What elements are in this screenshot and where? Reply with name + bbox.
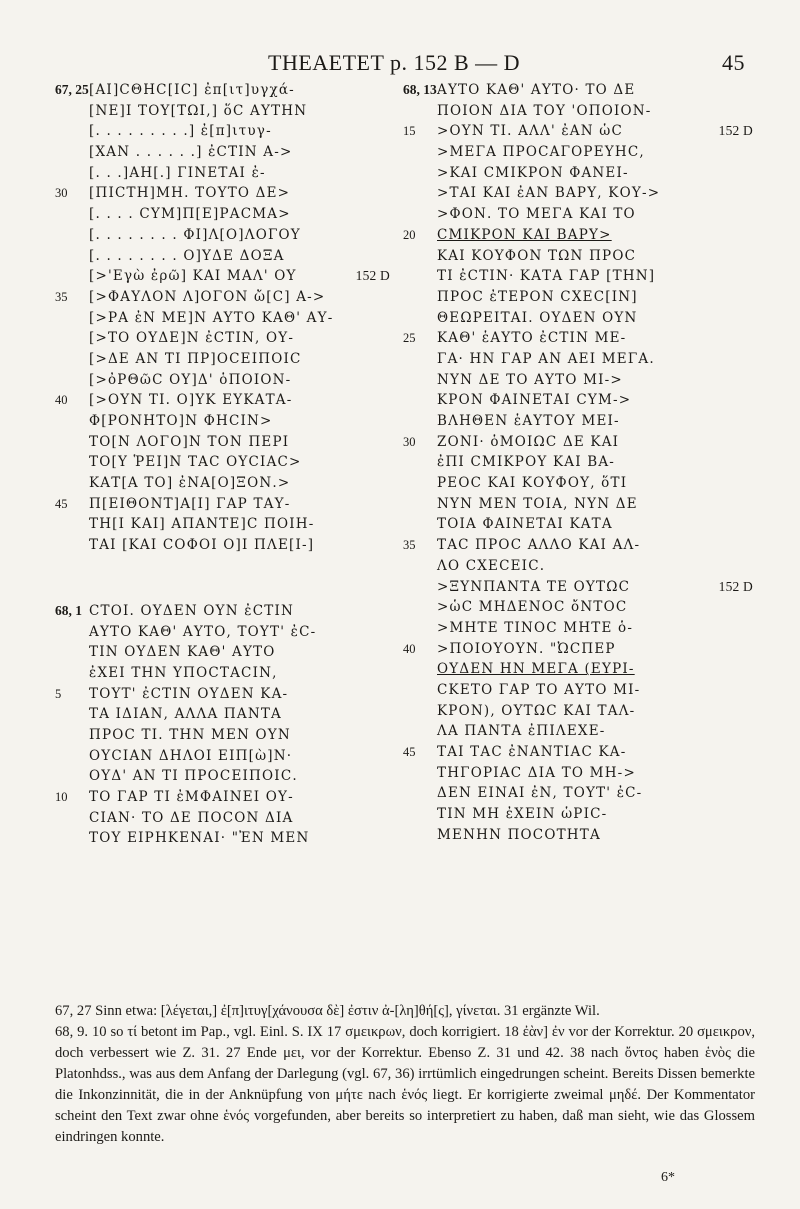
text-line [55, 808, 390, 829]
page-number: 45 [722, 50, 745, 75]
line-text: [>ΦΑΥΛΟΝ Λ]ΟΓΟΝ ὤ[Ϲ] Α-> [89, 288, 326, 305]
text-line [55, 494, 390, 515]
line-text: ϹΜΙΚΡΟΝ ΚΑΙ ΒΑΡΥ> [437, 226, 612, 243]
text-line [403, 556, 753, 577]
line-text: [. . . . ϹΥΜ]Π[Ε]ΡΑϹΜΑ> [89, 206, 291, 223]
line-text: ΤΙΝ ΜΗ ἐΧΕΙΝ ὡΡΙϹ- [437, 806, 608, 823]
left-column-block-68 [55, 601, 390, 849]
text-line [55, 225, 390, 246]
line-text: [. . . . . . . . Ο]ΥΔΕ ΔΟΞΑ [89, 247, 285, 264]
text-line [403, 390, 753, 411]
text-line [403, 411, 753, 432]
text-line [55, 370, 390, 391]
line-text: ΟΥΔ' ΑΝ ΤΙ ΠΡΟϹΕΙΠΟΙϹ. [89, 768, 298, 785]
text-line [55, 101, 390, 122]
text-line [55, 121, 390, 142]
text-line [55, 663, 390, 684]
text-line [55, 308, 390, 329]
stephanus-marker: 152 D [355, 268, 390, 284]
text-line [403, 701, 753, 722]
line-text: ΤΟ ΓΑΡ ΤΙ ἐΜΦΑΙΝΕΙ ΟΥ- [89, 789, 294, 805]
line-text: Φ[ΡΟΝΗΤΟ]Ν ΦΗϹΙΝ> [89, 413, 273, 429]
text-line [403, 783, 753, 804]
signature-mark: 6* [661, 1170, 675, 1185]
line-number: 40 [403, 641, 416, 656]
text-line [403, 473, 753, 494]
text-line [403, 680, 753, 701]
left-column [55, 80, 390, 849]
text-line [403, 494, 753, 515]
line-text: [>ΤΟ ΟΥΔΕ]Ν ἐϹΤΙΝ, ΟΥ- [89, 330, 295, 347]
line-text: ΝΥΝ ΔΕ ΤΟ ΑΥΤΟ ΜΙ-> [437, 371, 623, 388]
line-number: 68, 1 [55, 602, 82, 618]
line-text: ἐΠΙ ϹΜΙΚΡΟΥ ΚΑΙ ΒΑ- [437, 454, 616, 471]
line-text: ΤΟΥ ΕΙΡΗΚΕΝΑΙ· "ἘΝ ΜΕΝ [89, 830, 310, 847]
line-text: [>'Εγὼ ἐρῶ] ΚΑΙ ΜΑΛ' ΟΥ [89, 268, 297, 285]
text-line [55, 601, 390, 622]
line-text: ΟΥΔΕΝ ΗΝ ΜΕΓΑ (ΕΥΡΙ- [437, 661, 635, 678]
line-text: ΚΑΤ[Α ΤΟ] ἐΝΑ[Ο]ΞΟΝ.> [89, 475, 291, 492]
line-text: [. . .]ΑΗ[.] ΓΙΝΕΤΑΙ ἐ- [89, 164, 266, 181]
text-line [403, 577, 753, 598]
header-title: THEAETET p. 152 B — D [268, 50, 521, 75]
line-text: ΛΑ ΠΑΝΤΑ ἐΠΙΛΕΧΕ- [437, 723, 606, 740]
line-text: >ΤΑΙ ΚΑΙ ἐΑΝ ΒΑΡΥ, ΚΟΥ-> [437, 185, 661, 202]
line-text: ΔΕΝ ΕΙΝΑΙ ἐΝ, ΤΟΥΤ' ἐϹ- [437, 785, 643, 802]
line-number: 45 [55, 496, 68, 511]
line-text: ΚΡΟΝ), ΟΥΤΩϹ ΚΑΙ ΤΑΛ- [437, 702, 636, 719]
line-number: 30 [55, 186, 68, 201]
text-line [55, 535, 390, 556]
text-line [403, 659, 753, 680]
line-text: ΒΛΗΘΕΝ ἑΑΥΤΟΥ ΜΕΙ- [437, 413, 620, 429]
line-number: 45 [403, 745, 416, 759]
text-line [55, 204, 390, 225]
line-text: [>ὀΡΘῶϹ ΟΥ]Δ' ὁΠΟΙΟΝ- [89, 371, 292, 388]
line-number: 25 [403, 331, 416, 346]
line-text: >ὡϹ ΜΗΔΕΝΟϹ ὄΝΤΟϹ [437, 599, 628, 616]
text-line [55, 328, 390, 349]
text-line [403, 308, 753, 329]
stephanus-marker: 152 D [718, 123, 753, 139]
text-line [403, 639, 753, 660]
line-text: ΠΟΙΟΝ ΔΙΑ ΤΟΥ 'ΟΠΟΙΟΝ- [437, 102, 652, 119]
line-text: ΤΟ[Ν ΛΟΓΟ]Ν ΤΟΝ ΠΕΡΙ [89, 433, 290, 450]
line-number: 67, 25 [55, 82, 89, 97]
text-line [403, 266, 753, 287]
text-line [403, 721, 753, 742]
line-text: ΚΑΙ ΚΟΥΦΟΝ ΤΩΝ ΠΡΟϹ [437, 247, 637, 264]
text-line [55, 704, 390, 725]
line-text: >ΜΗΤΕ ΤΙΝΟϹ ΜΗΤΕ ὁ- [437, 619, 634, 636]
line-text: [ΧΑΝ . . . . . .] ἐϹΤΙΝ Α-> [89, 144, 293, 161]
line-text: >ΟΥΝ ΤΙ. ΑΛΛ' ἐΑΝ ὡϹ [437, 123, 623, 140]
line-text: ΤΑϹ ΠΡΟϹ ΑΛΛΟ ΚΑΙ ΑΛ- [437, 537, 641, 554]
line-text: ϹΚΕΤΟ ΓΑΡ ΤΟ ΑΥΤΟ ΜΙ- [437, 681, 641, 698]
line-text: ΠΡΟϹ ΤΙ. ΤΗΝ ΜΕΝ ΟΥΝ [89, 726, 291, 743]
line-text: [. . . . . . . . .] ἐ[π]ιτυγ- [89, 123, 272, 140]
line-text: ΚΑΘ' ἑΑΥΤΟ ἐϹΤΙΝ ΜΕ- [437, 330, 627, 347]
text-line [403, 370, 753, 391]
text-line [55, 746, 390, 767]
line-text: ΤΑΙ ΤΑϹ ἐΝΑΝΤΙΑϹ ΚΑ- [437, 744, 627, 760]
line-text: ΛΟ ϹΧΕϹΕΙϹ. [437, 557, 546, 574]
line-number: 35 [403, 538, 416, 553]
text-line [55, 287, 390, 308]
line-text: [>ΟΥΝ ΤΙ. Ο]ΥΚ ΕΥΚΑΤΑ- [89, 392, 293, 409]
line-text: ἐΧΕΙ ΤΗΝ ΥΠΟϹΤΑϹΙΝ, [89, 664, 278, 681]
line-text: ΡΕΟϹ ΚΑΙ ΚΟΥΦΟΥ, ὅΤΙ [437, 475, 628, 492]
line-number: 15 [403, 124, 416, 139]
line-text: ΚΡΟΝ ΦΑΙΝΕΤΑΙ ϹΥΜ-> [437, 392, 632, 409]
line-number: 30 [403, 434, 416, 449]
line-text: ΖΟΝΙ· ὁΜΟΙΩϹ ΔΕ ΚΑΙ [437, 433, 620, 450]
text-line [403, 597, 753, 618]
line-text: ΜΕΝΗΝ ΠΟϹΟΤΗΤΑ [437, 826, 601, 843]
text-line [55, 183, 390, 204]
text-line [403, 101, 753, 122]
text-line [403, 349, 753, 370]
line-text: ΤΟΙΑ ΦΑΙΝΕΤΑΙ ΚΑΤΑ [437, 516, 613, 533]
text-line [55, 266, 390, 287]
text-line [55, 452, 390, 473]
text-line [55, 684, 390, 705]
text-line [403, 142, 753, 163]
text-line [403, 535, 753, 556]
text-line [55, 80, 390, 101]
line-text: [>ΡΑ ἐΝ ΜΕ]Ν ΑΥΤΟ ΚΑΘ' ΑΥ- [89, 309, 334, 326]
text-line [55, 514, 390, 535]
right-column-block-68 [403, 80, 753, 845]
line-text: >ΠΟΙΟΥΟΥΝ. "ὨϹΠΕΡ [437, 640, 616, 657]
line-text: Π[ΕΙΘΟΝΤ]Α[Ι] ΓΑΡ ΤΑΥ- [89, 495, 291, 512]
apparatus-note: 68, 9. 10 so τί betont im Pap., vgl. Einl. S. IX 17 σμεικρων, doch korrigiert. 18 ἐὰν] ἐν vor der Korrektur. 20 σμεικρον, doch verbessert wie Z. 31. 27 Ende μει, vor der Korrektur. Ebenso Z. 31 und 42. 38 nach ὄντος haben ἑνὸς die Platonhdss., was aus dem Anfang der Darlegung (vgl. 67, 36) irrtümlich eingedrungen scheint. Bereits Dissen bemerkte die Inkonzinnität, die in der Anknüpfung von μήτε nach ἑνός liegt. Er korrigierte zweimal μηδέ. Der Kommentator scheint den Text zwar ohne ἑνός vorgefunden, aber bereits so interpretiert zu haben, daß man sieht, wie das Glossem eindringen konnte. [55, 1024, 755, 1145]
text-line [403, 804, 753, 825]
line-text: ΑΥΤΟ ΚΑΘ' ΑΥΤΟ· ΤΟ ΔΕ [437, 82, 636, 98]
line-text: >ΦΟΝ. ΤΟ ΜΕΓΑ ΚΑΙ ΤΟ [437, 206, 636, 223]
text-line [55, 473, 390, 494]
text-line [55, 163, 390, 184]
line-text: ΤΙ ἐϹΤΙΝ· ΚΑΤΑ ΓΑΡ [ΤΗΝ] [437, 268, 656, 285]
text-line [55, 642, 390, 663]
text-line [403, 742, 753, 763]
line-text: >ΚΑΙ ϹΜΙΚΡΟΝ ΦΑΝΕΙ- [437, 164, 629, 181]
text-line [403, 328, 753, 349]
stephanus-marker: 152 D [718, 578, 753, 594]
text-line [55, 411, 390, 432]
line-text: >ΜΕΓΑ ΠΡΟϹΑΓΟΡΕΥΗϹ, [437, 144, 645, 161]
text-line [55, 390, 390, 411]
block-gap [55, 556, 390, 601]
text-line [403, 183, 753, 204]
text-line [55, 432, 390, 453]
text-line [403, 80, 753, 101]
line-text: ΤΙΝ ΟΥΔΕΝ ΚΑΘ' ΑΥΤΟ [89, 644, 276, 661]
line-number: 40 [55, 393, 68, 408]
line-number: 68, 13 [403, 82, 437, 97]
line-text: ΠΡΟϹ ἐΤΕΡΟΝ ϹΧΕϹ[ΙΝ] [437, 288, 638, 305]
critical-apparatus [55, 1001, 755, 1148]
apparatus-note: 67, 27 Sinn etwa: [λέγεται,] ἐ[π]ιτυγ[χάνουσα δὲ] ἐστιν ἀ-[λη]θή[ς], γίνεται. 31 ergänzte Wil. [55, 1003, 600, 1019]
line-text: ΤΟ[Υ ῬΕΙ]Ν ΤΑϹ ΟΥϹΙΑϹ> [89, 454, 302, 471]
text-line [55, 142, 390, 163]
line-text: ΤΗ[Ι ΚΑΙ] ΑΠΑΝΤΕ]Ϲ ΠΟΙΗ- [89, 516, 315, 533]
left-column-block-67 [55, 80, 390, 556]
text-line [403, 225, 753, 246]
line-text: [ΝΕ]Ι ΤΟΥ[ΤΩΙ,] ὅϹ ΑΥΤΗΝ [89, 102, 308, 119]
text-line [55, 766, 390, 787]
line-text: ΟΥϹΙΑΝ ΔΗΛΟΙ ΕΙΠ[ὼ]Ν· [89, 747, 293, 764]
line-text: ΤΟΥΤ' ἐϹΤΙΝ ΟΥΔΕΝ ΚΑ- [89, 685, 289, 702]
line-text: ΝΥΝ ΜΕΝ ΤΟΙΑ, ΝΥΝ ΔΕ [437, 495, 638, 512]
text-line [55, 349, 390, 370]
line-text: [ΑΙ]ϹΘΗϹ[ΙϹ] ἐπ[ιτ]υγχά- [89, 82, 295, 98]
text-line [55, 725, 390, 746]
text-line [403, 452, 753, 473]
line-number: 5 [55, 686, 62, 701]
line-number: 20 [403, 227, 416, 242]
text-line [403, 432, 753, 453]
line-text: >ΞΥΝΠΑΝΤΑ ΤΕ ΟΥΤΩϹ [437, 578, 631, 595]
line-text: ΤΗΓΟΡΙΑϹ ΔΙΑ ΤΟ ΜΗ-> [437, 764, 636, 781]
text-line [403, 618, 753, 639]
line-text: ΘΕΩΡΕΙΤΑΙ. ΟΥΔΕΝ ΟΥΝ [437, 309, 638, 326]
right-column [403, 80, 753, 845]
text-line [403, 121, 753, 142]
text-line [403, 246, 753, 267]
line-text: [>ΔΕ ΑΝ ΤΙ ΠΡ]ΟϹΕΙΠΟΙϹ [89, 350, 302, 367]
line-number: 35 [55, 289, 68, 304]
line-text: [. . . . . . . . ΦΙ]Λ[Ο]ΛΟΓΟΥ [89, 226, 301, 243]
line-text: [ΠΙϹΤΗ]ΜΗ. ΤΟΥΤΟ ΔΕ> [89, 185, 291, 202]
line-text: ΤΑ ΙΔΙΑΝ, ΑΛΛΑ ΠΑΝΤΑ [89, 706, 282, 723]
text-line [403, 287, 753, 308]
line-text: ΤΑΙ [ΚΑΙ ϹΟΦΟΙ Ο]Ι ΠΛΕ[Ι-] [89, 537, 315, 554]
text-line [403, 825, 753, 846]
line-number: 10 [55, 790, 68, 804]
text-line [403, 514, 753, 535]
text-line [403, 204, 753, 225]
text-line [55, 787, 390, 808]
line-text: ΑΥΤΟ ΚΑΘ' ΑΥΤΟ, ΤΟΥΤ' ἐϹ- [89, 623, 317, 640]
line-text: ϹΙΑΝ· ΤΟ ΔΕ ΠΟϹΟΝ ΔΙΑ [89, 809, 294, 826]
line-text: ΓΑ· ΗΝ ΓΑΡ ΑΝ ΑΕΙ ΜΕΓΑ. [437, 350, 655, 367]
text-line [55, 828, 390, 849]
text-line [403, 763, 753, 784]
text-line [55, 246, 390, 267]
text-line [403, 163, 753, 184]
text-line [55, 622, 390, 643]
line-text: ϹΤΟΙ. ΟΥΔΕΝ ΟΥΝ ἐϹΤΙΝ [89, 602, 295, 619]
